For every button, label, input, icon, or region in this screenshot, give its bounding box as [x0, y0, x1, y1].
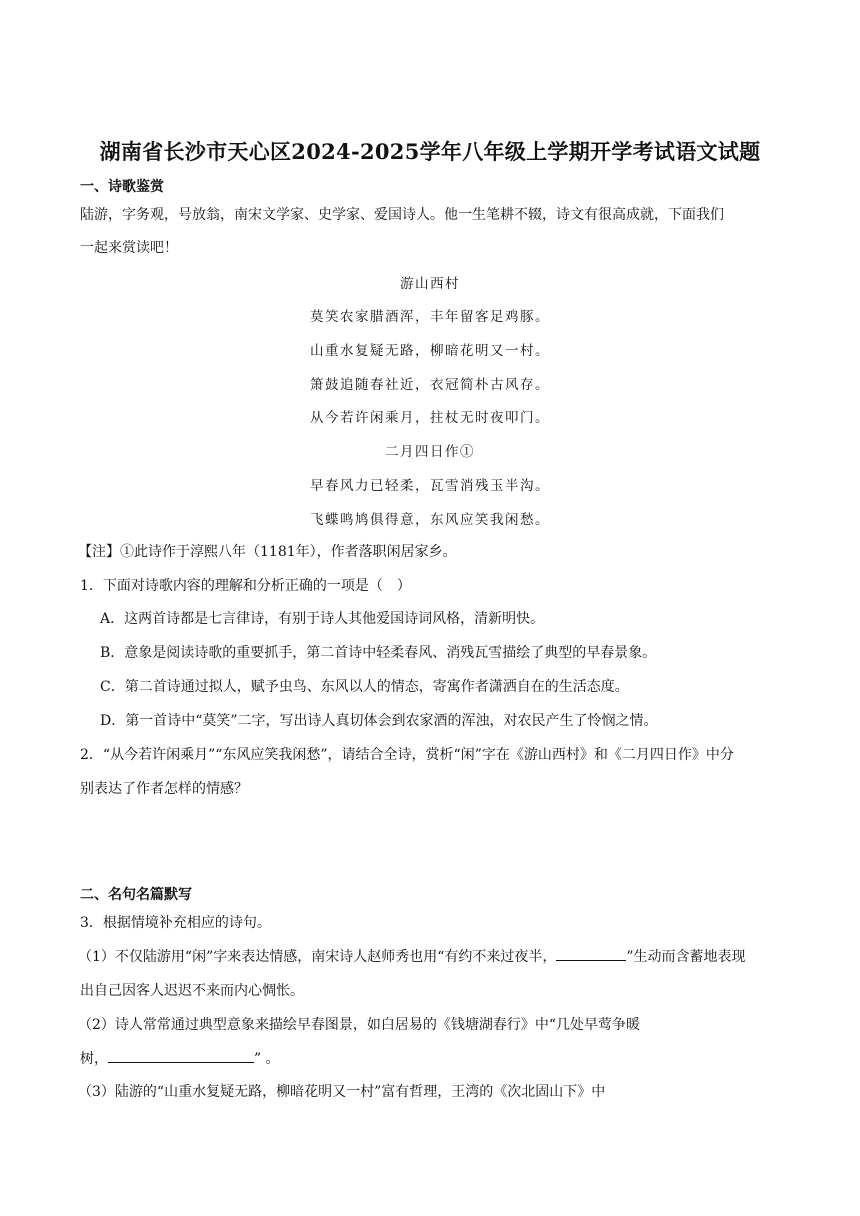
question-stem: 别表达了作者怎样的情感？	[80, 781, 248, 797]
fill-in-question	[78, 946, 746, 966]
fill-in-question	[80, 1048, 280, 1068]
answer-option-c[interactable]: C．第二首诗通过拟人，赋予虫鸟、东风以人的情态，寄寓作者潇洒自在的生活态度。	[100, 679, 629, 695]
poem-line: 箫鼓追随春社近，衣冠简朴古风存。	[310, 377, 550, 393]
intro-paragraph-line: 陆游，字务观，号放翁，南宋文学家、史学家、爱国诗人。他一生笔耕不辍，诗文有很高成就，下面我们	[80, 207, 724, 223]
question-text: ” 。	[254, 1051, 280, 1067]
poem-line: 莫笑农家腊酒浑，丰年留客足鸡豚。	[310, 309, 550, 325]
intro-paragraph-line: 一起来赏读吧！	[80, 240, 178, 256]
section-heading-recitation: 二、名句名篇默写	[80, 887, 192, 903]
poem-line: 飞蝶鸣鸠俱得意，东风应笑我闲愁。	[310, 512, 550, 528]
question-stem: 1．下面对诗歌内容的理解和分析正确的一项是（ ）	[80, 578, 411, 594]
page-title: 湖南省长沙市天心区2024-2025学年八年级上学期开学考试语文试题	[99, 139, 761, 164]
poem-line: 早春风力已轻柔，瓦雪消残玉半沟。	[310, 478, 550, 494]
question-text: ”生动而含蓄地表现	[626, 949, 746, 965]
question-stem: 2．“从今若许闲乘月”“东风应笑我闲愁”，请结合全诗，赏析“闲”字在《游山西村》和《二月四日作》中分	[80, 747, 734, 763]
poem-line: 山重水复疑无路，柳暗花明又一村。	[310, 343, 550, 359]
footnote: 【注】①此诗作于淳熙八年（1181年），作者落职闲居家乡。	[78, 544, 457, 560]
answer-option-d[interactable]: D．第一首诗中“莫笑”二字，写出诗人真切体会到农家酒的浑浊，对农民产生了怜悯之情。	[100, 713, 658, 729]
question-text-line: （3）陆游的“山重水复疑无路，柳暗花明又一村”富有哲理，王湾的《次北固山下》中	[78, 1084, 606, 1100]
question-text: （1）不仅陆游用“闲”字来表达情感，南宋诗人赵师秀也用“有约不来过夜半，	[78, 949, 557, 965]
answer-option-b[interactable]: B．意象是阅读诗歌的重要抓手，第二首诗中轻柔春风、消残瓦雪描绘了典型的早春景象。	[100, 645, 657, 661]
question-text: 树，	[80, 1051, 108, 1067]
answer-option-a[interactable]: A．这两首诗都是七言律诗，有别于诗人其他爱国诗词风格，清新明快。	[100, 611, 545, 627]
answer-blank[interactable]	[556, 946, 626, 961]
poem-title: 二月四日作①	[385, 444, 475, 460]
answer-blank[interactable]	[108, 1048, 254, 1063]
poem-title: 游山西村	[400, 276, 460, 292]
poem-line: 从今若许闲乘月，拄杖无时夜叩门。	[310, 410, 550, 426]
question-stem: 3．根据情境补充相应的诗句。	[80, 915, 271, 931]
question-text-line: （2）诗人常常通过典型意象来描绘早春图景，如白居易的《钱塘湖春行》中“几处早莺争暖	[78, 1017, 641, 1033]
question-text-line: 出自己因客人迟迟不来而内心惆怅。	[80, 983, 304, 999]
section-heading-poetry: 一、诗歌鉴赏	[80, 179, 164, 195]
